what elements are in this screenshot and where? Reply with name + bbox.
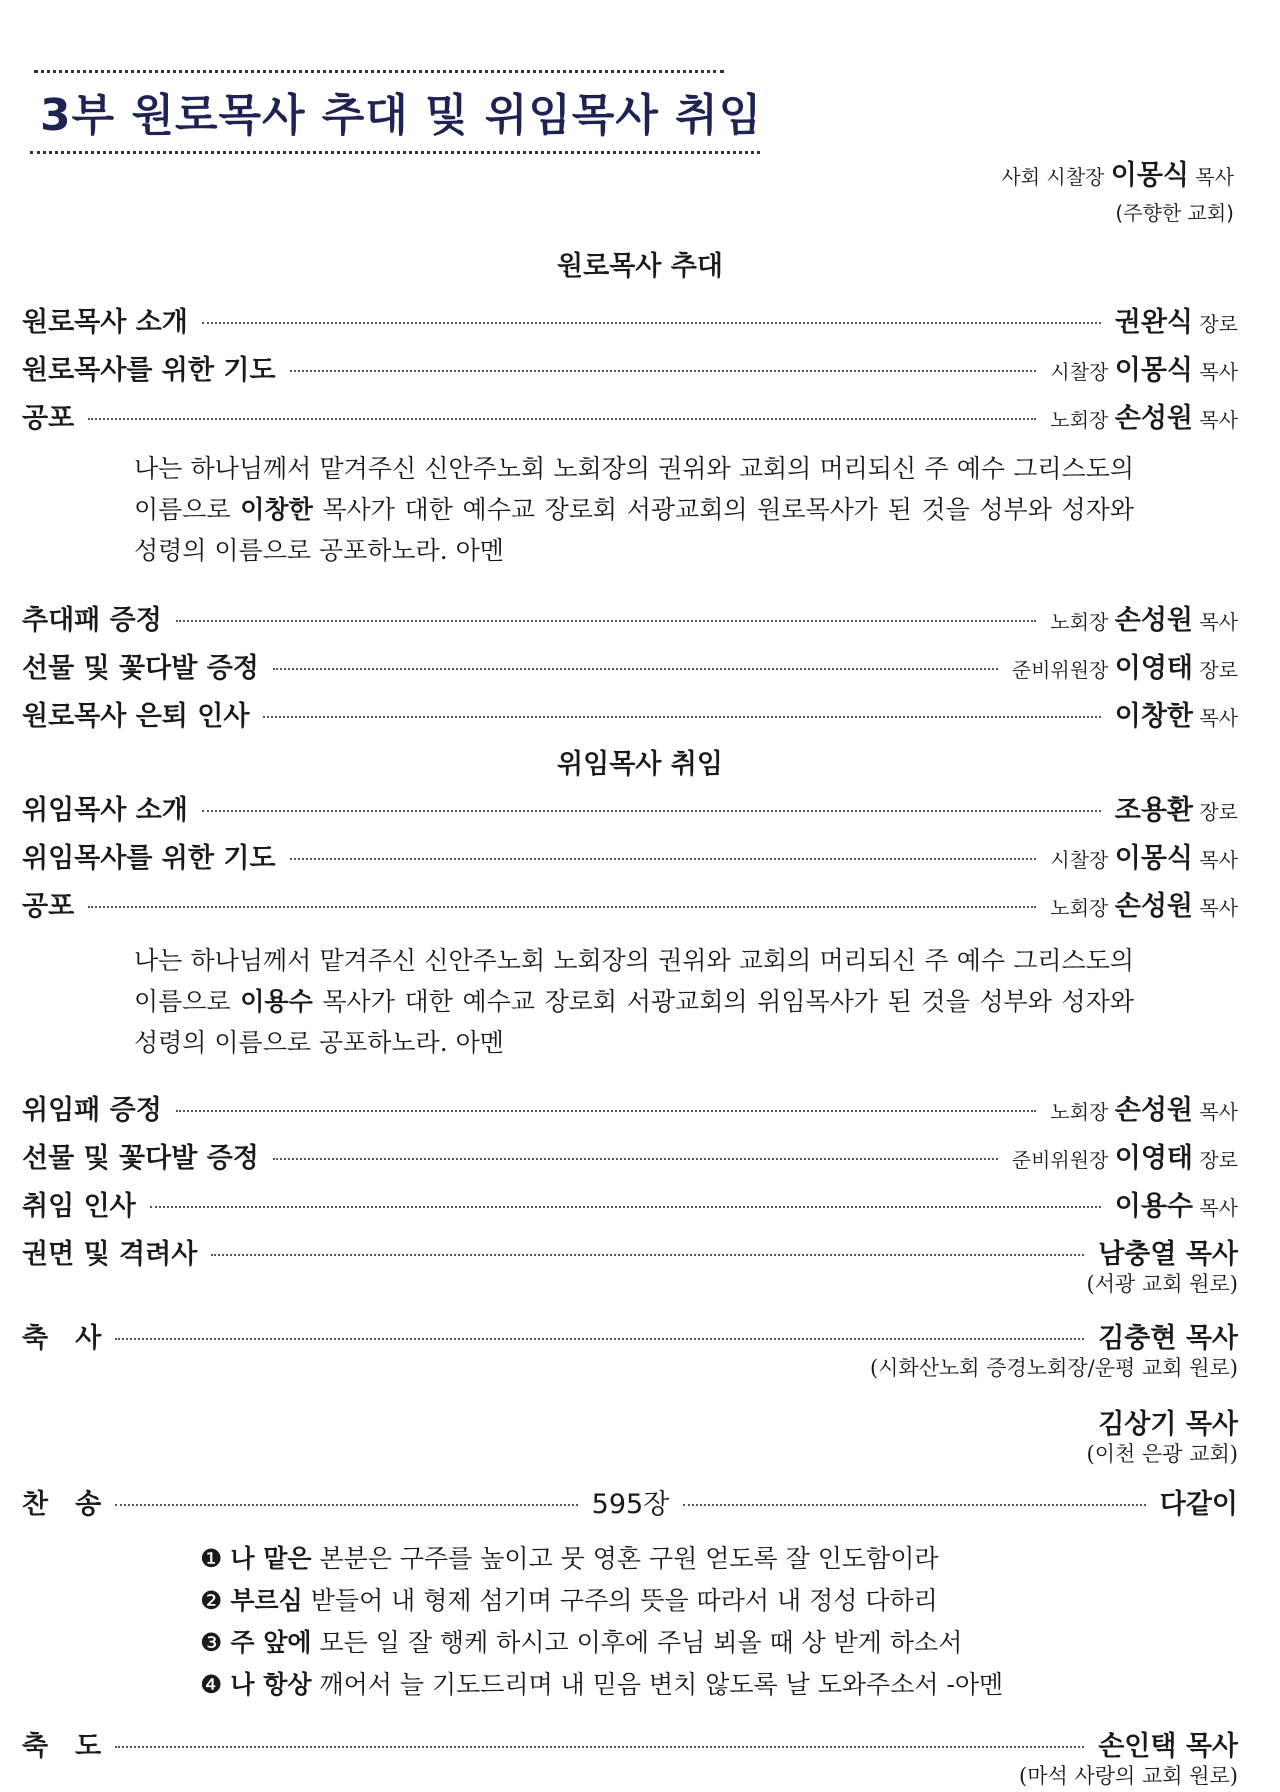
dot-leader — [273, 668, 998, 670]
program-row — [22, 694, 1238, 733]
dot-leader — [115, 1746, 1084, 1748]
program-row — [22, 836, 1238, 875]
person-title: 장로 — [1199, 800, 1238, 824]
program-label: 원로목사 소개 — [22, 307, 188, 338]
hymn-verse: ❷ 부르심 받들어 내 형제 섬기며 구주의 뜻을 따라서 내 정성 다하리 — [200, 1586, 938, 1615]
program-row — [22, 646, 1238, 685]
second-speaker — [1098, 1402, 1238, 1441]
person-name: 손인택 목사 — [1098, 1731, 1238, 1762]
program-label: 추대패 증정 — [22, 605, 162, 636]
program-row — [22, 348, 1238, 387]
program-row-exhortation — [22, 1232, 1238, 1271]
person-affiliation: (이천 은광 교회) — [1086, 1442, 1238, 1466]
program-row-congrats — [22, 1316, 1238, 1355]
person-title: 장로 — [1199, 658, 1238, 682]
section-heading-emeritus: 원로목사 추대 — [557, 251, 723, 282]
person-role: 시찰장 — [1050, 848, 1109, 872]
person-name: 김충현 목사 — [1098, 1323, 1238, 1354]
person-name: 손성원 — [1114, 891, 1193, 922]
program-label: 원로목사를 위한 기도 — [22, 355, 276, 386]
title-divider-top — [34, 70, 724, 73]
program-label: 선물 및 꽃다발 증정 — [22, 1143, 259, 1174]
person-name: 김상기 목사 — [1098, 1409, 1238, 1440]
title-divider-bottom — [30, 151, 760, 154]
person-name: 이창한 — [1114, 701, 1193, 732]
hymn-number: 595장 — [591, 1489, 670, 1520]
proclamation-text: 나는 하나님께서 맡겨주신 신안주노회 노회장의 권위와 교회의 머리되신 주 예수 그리스도의 이름으로 이창한 목사가 대한 예수교 장로회 서광교회의 원로목사가 된 것을 성부와 성자와 성령의 이름으로 공포하노라. 아멘 — [134, 454, 1134, 565]
host-role: 사회 시찰장 — [1001, 165, 1105, 189]
person-name: 손성원 — [1114, 403, 1193, 434]
person-role: 노회장 — [1050, 896, 1109, 920]
program-row-benediction — [22, 1724, 1238, 1763]
section-heading-installation: 위임목사 취임 — [557, 749, 723, 780]
person-role: 시찰장 — [1050, 360, 1109, 384]
dot-leader — [176, 620, 1037, 622]
dot-leader — [176, 1110, 1037, 1112]
title-block — [30, 70, 790, 154]
person-title: 목사 — [1199, 848, 1238, 872]
pastor-name: 이용수 — [240, 987, 313, 1016]
pastor-name: 이창한 — [240, 495, 313, 524]
dot-leader — [290, 370, 1037, 372]
person-title: 장로 — [1199, 312, 1238, 336]
verse-number: ❶ — [200, 1544, 223, 1573]
person-name: 손성원 — [1114, 605, 1193, 636]
program-label: 위임목사 소개 — [22, 795, 188, 826]
dot-leader — [290, 858, 1037, 860]
person-affiliation: (서광 교회 원로) — [1086, 1272, 1238, 1296]
dot-leader — [115, 1504, 577, 1506]
page-title: 3부 원로목사 추대 및 위임목사 취임 — [40, 90, 763, 141]
hymn-verse: ❸ 주 앞에 모든 일 잘 행케 하시고 이후에 주님 뵈올 때 상 받게 하소서 — [200, 1628, 963, 1657]
dot-leader — [202, 810, 1101, 812]
program-label: 선물 및 꽃다발 증정 — [22, 653, 259, 684]
program-label: 축 도 — [22, 1731, 102, 1762]
person-title: 목사 — [1199, 610, 1238, 634]
person-affiliation: (마석 사랑의 교회 원로) — [1019, 1764, 1238, 1788]
host-block — [1001, 158, 1234, 231]
dot-leader — [150, 1206, 1101, 1208]
program-label: 공포 — [22, 403, 75, 434]
person-name: 이몽식 — [1114, 843, 1193, 874]
program-label: 축 사 — [22, 1323, 102, 1354]
person-title: 목사 — [1199, 360, 1238, 384]
dot-leader — [88, 906, 1036, 908]
hymn-verse: ❶ 나 맡은 본분은 구주를 높이고 뭇 영혼 구원 얻도록 잘 인도함이라 — [200, 1544, 939, 1573]
program-row — [22, 396, 1238, 435]
program-row-hymn — [22, 1482, 1238, 1521]
person-name: 조용환 — [1114, 795, 1193, 826]
program-label: 취임 인사 — [22, 1191, 136, 1222]
dot-leader — [211, 1254, 1084, 1256]
person-role: 노회장 — [1050, 610, 1109, 634]
person-name: 손성원 — [1114, 1095, 1193, 1126]
dot-leader — [88, 418, 1036, 420]
person-name: 남충열 목사 — [1098, 1239, 1238, 1270]
host-name: 이몽식 — [1110, 160, 1189, 191]
person-name: 이영태 — [1114, 653, 1193, 684]
dot-leader — [202, 322, 1101, 324]
program-row — [22, 598, 1238, 637]
program-label: 원로목사 은퇴 인사 — [22, 701, 250, 732]
program-row — [22, 1184, 1238, 1223]
verse-number: ❹ — [200, 1670, 223, 1699]
program-label: 위임목사를 위한 기도 — [22, 843, 276, 874]
person-role: 준비위원장 — [1011, 1148, 1109, 1172]
program-label: 위임패 증정 — [22, 1095, 162, 1126]
person-role: 노회장 — [1050, 1100, 1109, 1124]
person-affiliation: (시화산노회 증경노회장/운평 교회 원로) — [869, 1356, 1238, 1380]
person-title: 목사 — [1199, 896, 1238, 920]
person-title: 목사 — [1199, 1100, 1238, 1124]
program-row — [22, 884, 1238, 923]
program-row — [22, 1088, 1238, 1127]
dot-leader — [115, 1338, 1084, 1340]
person-role: 준비위원장 — [1011, 658, 1109, 682]
person-title: 목사 — [1199, 706, 1238, 730]
dot-leader — [683, 1504, 1145, 1506]
program-label: 공포 — [22, 891, 75, 922]
hymn-verses — [200, 1538, 1200, 1706]
program-label: 권면 및 격려사 — [22, 1239, 198, 1270]
person-role: 노회장 — [1050, 408, 1109, 432]
program-label: 찬 송 — [22, 1489, 102, 1520]
host-title: 목사 — [1195, 165, 1234, 189]
hymn-verse: ❹ 나 항상 깨어서 늘 기도드리며 내 믿음 변치 않도록 날 도와주소서 -아멘 — [200, 1670, 1004, 1699]
person-title: 장로 — [1199, 1148, 1238, 1172]
verse-number: ❷ — [200, 1586, 223, 1615]
person-title: 목사 — [1199, 408, 1238, 432]
person-name: 이용수 — [1114, 1191, 1193, 1222]
dot-leader — [263, 716, 1100, 718]
person-name: 권완식 — [1114, 307, 1193, 338]
person-title: 목사 — [1199, 1196, 1238, 1220]
program-row — [22, 788, 1238, 827]
dot-leader — [273, 1158, 998, 1160]
program-row — [22, 1136, 1238, 1175]
person-name: 이몽식 — [1114, 355, 1193, 386]
program-row — [22, 300, 1238, 339]
host-church: (주향한 교회) — [1115, 201, 1234, 225]
performer: 다같이 — [1159, 1489, 1239, 1520]
person-name: 이영태 — [1114, 1143, 1193, 1174]
proclamation-text: 나는 하나님께서 맡겨주신 신안주노회 노회장의 권위와 교회의 머리되신 주 예수 그리스도의 이름으로 이용수 목사가 대한 예수교 장로회 서광교회의 위임목사가 된 것을 성부와 성자와 성령의 이름으로 공포하노라. 아멘 — [134, 946, 1134, 1057]
verse-number: ❸ — [200, 1628, 223, 1657]
